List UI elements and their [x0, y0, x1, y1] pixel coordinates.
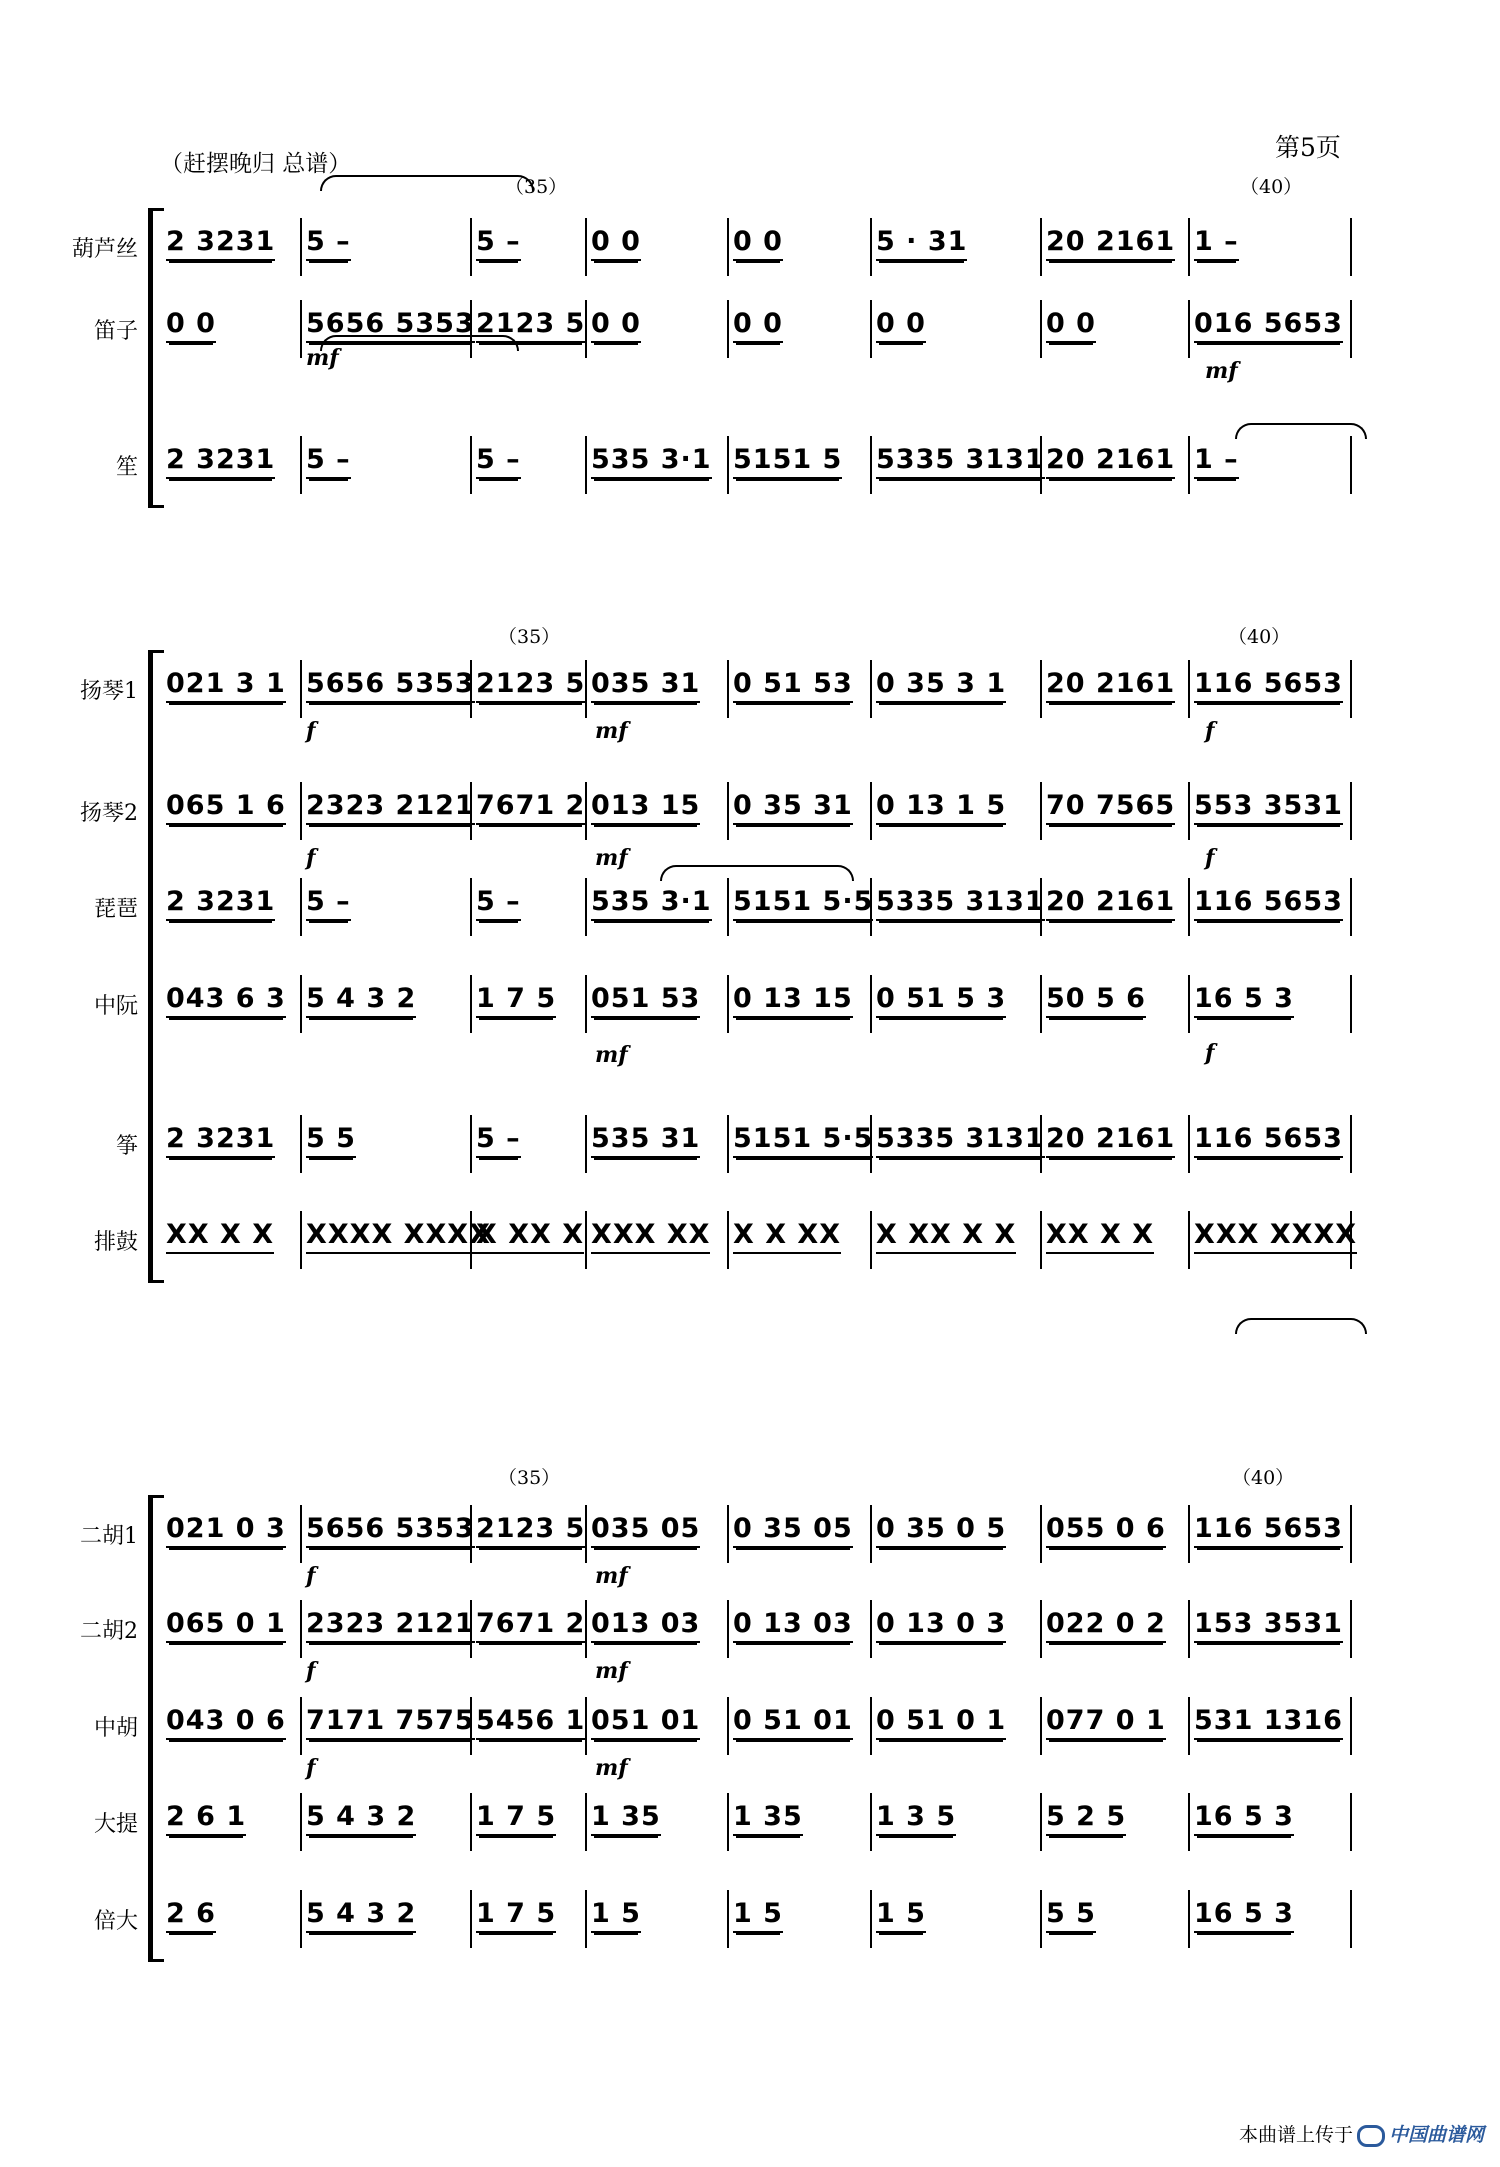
notation-cell: 5456 1: [476, 1705, 585, 1740]
notation-cell: 2123 5: [476, 308, 585, 343]
notation-cell: 5151 5·5: [733, 886, 873, 921]
notation-cell: 0 0: [166, 308, 216, 343]
notation-cell: 0 51 01: [733, 1705, 853, 1740]
barline: [1350, 1505, 1352, 1563]
notation-cell: 16 5 3: [1194, 1898, 1294, 1933]
barline: [727, 436, 729, 494]
barline: [1188, 300, 1190, 358]
notation-cell: 5335 3131: [876, 1123, 1045, 1158]
barline: [1350, 1600, 1352, 1658]
notation-cell: 077 0 1: [1046, 1705, 1166, 1740]
instrument-label: 大提: [93, 1812, 138, 1837]
barline: [870, 1793, 872, 1851]
notation-cell: 20 2161: [1046, 886, 1175, 921]
barline: [300, 1600, 302, 1658]
slur-mark: [1235, 1318, 1367, 1334]
score-title: （赶摆晚归 总谱）: [160, 151, 352, 177]
barline: [1188, 878, 1190, 936]
barline: [727, 1600, 729, 1658]
dynamic-mf: mf: [595, 1042, 628, 1068]
barline: [1040, 1505, 1042, 1563]
notation-cell: X XX X: [476, 1219, 584, 1254]
notation-cell: 116 5653: [1194, 1513, 1343, 1548]
dynamic-f: f: [306, 718, 316, 744]
barline: [1040, 660, 1042, 718]
barline: [870, 1697, 872, 1755]
barline: [870, 1211, 872, 1269]
barline: [1350, 782, 1352, 840]
barline: [1350, 1793, 1352, 1851]
barline: [1188, 1697, 1190, 1755]
barline: [1188, 1115, 1190, 1173]
notation-cell: 2 3231: [166, 444, 275, 479]
instrument-label: 葫芦丝: [71, 237, 138, 262]
notation-cell: 116 5653: [1194, 668, 1343, 703]
notation-cell: 0 51 5 3: [876, 983, 1006, 1018]
notation-cell: 013 03: [591, 1608, 700, 1643]
barline: [870, 1600, 872, 1658]
barline: [727, 660, 729, 718]
barline: [300, 436, 302, 494]
notation-cell: 5 –: [306, 444, 351, 479]
barline: [870, 1890, 872, 1948]
measure-number: （40）: [1232, 1467, 1295, 1489]
barline: [300, 1505, 302, 1563]
notation-cell: 055 0 6: [1046, 1513, 1166, 1548]
barline: [870, 782, 872, 840]
notation-cell: 022 0 2: [1046, 1608, 1166, 1643]
notation-cell: 0 0: [733, 226, 783, 261]
notation-cell: 20 2161: [1046, 668, 1175, 703]
dynamic-mf: mf: [595, 1563, 628, 1589]
notation-cell: 2123 5: [476, 1513, 585, 1548]
notation-cell: 1 5: [876, 1898, 926, 1933]
instrument-label: 扬琴2: [80, 801, 138, 826]
barline: [727, 975, 729, 1033]
notation-cell: 5 5: [1046, 1898, 1096, 1933]
notation-cell: 1 –: [1194, 444, 1239, 479]
barline: [1350, 300, 1352, 358]
notation-cell: 0 35 05: [733, 1513, 853, 1548]
barline: [727, 1505, 729, 1563]
notation-cell: 0 13 15: [733, 983, 853, 1018]
notation-cell: 5656 5353: [306, 668, 475, 703]
notation-cell: 0 35 31: [733, 790, 853, 825]
instrument-label: 琵琶: [93, 897, 138, 922]
barline: [1040, 975, 1042, 1033]
notation-cell: 16 5 3: [1194, 983, 1294, 1018]
barline: [585, 218, 587, 276]
barline: [1350, 878, 1352, 936]
barline: [870, 1505, 872, 1563]
notation-cell: 2323 2121: [306, 1608, 475, 1643]
notation-cell: 20 2161: [1046, 444, 1175, 479]
page-number: 第5页: [1275, 133, 1341, 162]
dynamic-f: f: [1205, 845, 1215, 871]
notation-cell: 5 5: [306, 1123, 356, 1158]
notation-cell: XXXX XXXX: [306, 1219, 491, 1254]
barline: [1188, 782, 1190, 840]
notation-cell: 5 –: [476, 886, 521, 921]
notation-cell: 0 13 1 5: [876, 790, 1006, 825]
dynamic-f: f: [306, 1658, 316, 1684]
dynamic-f: f: [306, 1755, 316, 1781]
dynamic-mf: mf: [595, 1658, 628, 1684]
notation-cell: 5151 5·5: [733, 1123, 873, 1158]
barline: [300, 782, 302, 840]
notation-cell: 5 –: [306, 226, 351, 261]
system-bracket: [148, 1495, 153, 1962]
barline: [1350, 218, 1352, 276]
notation-cell: 70 7565: [1046, 790, 1175, 825]
barline: [1040, 1793, 1042, 1851]
notation-cell: X XX X X: [876, 1219, 1016, 1254]
notation-cell: 043 0 6: [166, 1705, 286, 1740]
notation-cell: 1 5: [591, 1898, 641, 1933]
notation-cell: 5 –: [476, 1123, 521, 1158]
notation-cell: 1 7 5: [476, 1801, 556, 1836]
notation-cell: XX X X: [1046, 1219, 1154, 1254]
dynamic-mf: mf: [306, 345, 339, 371]
barline: [1040, 300, 1042, 358]
footer-text: 本曲谱上传于: [1238, 2124, 1353, 2146]
barline: [1188, 218, 1190, 276]
barline: [585, 878, 587, 936]
barline: [1040, 782, 1042, 840]
footer-brand: 中国曲谱网: [1388, 2124, 1484, 2146]
bracket-hook-bottom: [148, 1280, 164, 1283]
measure-number: （40）: [1228, 626, 1291, 648]
instrument-label: 二胡1: [80, 1524, 138, 1549]
barline: [300, 300, 302, 358]
notation-cell: 7171 7575: [306, 1705, 475, 1740]
notation-cell: 7671 2: [476, 1608, 585, 1643]
notation-cell: 535 3·1: [591, 444, 712, 479]
barline: [585, 1115, 587, 1173]
notation-cell: 5 4 3 2: [306, 983, 416, 1018]
barline: [1350, 1890, 1352, 1948]
notation-cell: 1 5: [733, 1898, 783, 1933]
notation-cell: 0 51 0 1: [876, 1705, 1006, 1740]
dynamic-f: f: [306, 1563, 316, 1589]
notation-cell: 16 5 3: [1194, 1801, 1294, 1836]
notation-cell: 2123 5: [476, 668, 585, 703]
notation-cell: 5 2 5: [1046, 1801, 1126, 1836]
barline: [1188, 1211, 1190, 1269]
dynamic-mf: mf: [595, 1755, 628, 1781]
system-bracket: [148, 208, 153, 508]
notation-cell: 2 3231: [166, 226, 275, 261]
bracket-hook-top: [148, 1495, 164, 1498]
notation-cell: 1 –: [1194, 226, 1239, 261]
barline: [1040, 1211, 1042, 1269]
notation-cell: 021 0 3: [166, 1513, 286, 1548]
barline: [1350, 436, 1352, 494]
instrument-label: 笛子: [93, 319, 138, 344]
barline: [585, 1793, 587, 1851]
notation-cell: 035 05: [591, 1513, 700, 1548]
dynamic-mf: mf: [595, 845, 628, 871]
notation-cell: 5335 3131: [876, 444, 1045, 479]
notation-cell: 553 3531: [1194, 790, 1343, 825]
barline: [300, 218, 302, 276]
barline: [470, 878, 472, 936]
notation-cell: 2323 2121: [306, 790, 475, 825]
barline: [585, 1890, 587, 1948]
dynamic-mf: mf: [595, 718, 628, 744]
notation-cell: 153 3531: [1194, 1608, 1343, 1643]
notation-cell: 1 35: [733, 1801, 803, 1836]
barline: [300, 660, 302, 718]
bracket-hook-top: [148, 650, 164, 653]
barline: [1188, 1890, 1190, 1948]
barline: [470, 975, 472, 1033]
notation-cell: 5151 5: [733, 444, 842, 479]
measure-number: （35）: [498, 626, 561, 648]
barline: [1040, 218, 1042, 276]
notation-cell: 535 31: [591, 1123, 700, 1158]
notation-cell: 0 35 0 5: [876, 1513, 1006, 1548]
notation-cell: 0 0: [591, 226, 641, 261]
notation-cell: 0 0: [733, 308, 783, 343]
notation-cell: 1 7 5: [476, 983, 556, 1018]
barline: [870, 660, 872, 718]
notation-cell: 531 1316: [1194, 1705, 1343, 1740]
measure-number: （35）: [505, 176, 568, 198]
notation-cell: 0 0: [1046, 308, 1096, 343]
barline: [300, 975, 302, 1033]
bracket-hook-bottom: [148, 1959, 164, 1962]
barline: [1040, 1600, 1042, 1658]
instrument-label: 倍大: [93, 1909, 138, 1934]
slur-mark: [320, 175, 534, 191]
dynamic-f: f: [306, 845, 316, 871]
dynamic-mf: mf: [1205, 358, 1238, 384]
notation-cell: 021 3 1: [166, 668, 286, 703]
barline: [727, 878, 729, 936]
notation-cell: 2 6 1: [166, 1801, 246, 1836]
barline: [1188, 1600, 1190, 1658]
instrument-label: 扬琴1: [80, 679, 138, 704]
notation-cell: 535 3·1: [591, 886, 712, 921]
notation-cell: 116 5653: [1194, 1123, 1343, 1158]
instrument-label: 中阮: [93, 994, 138, 1019]
notation-cell: 50 5 6: [1046, 983, 1146, 1018]
notation-cell: 0 51 53: [733, 668, 853, 703]
barline: [470, 218, 472, 276]
instrument-label: 筝: [115, 1134, 138, 1159]
notation-cell: X X XX: [733, 1219, 841, 1254]
notation-cell: 2 6: [166, 1898, 216, 1933]
barline: [300, 1211, 302, 1269]
barline: [1040, 1697, 1042, 1755]
notation-cell: 065 1 6: [166, 790, 286, 825]
instrument-label: 二胡2: [80, 1619, 138, 1644]
notation-cell: 035 31: [591, 668, 700, 703]
barline: [727, 1211, 729, 1269]
notation-cell: 2 3231: [166, 1123, 275, 1158]
system-bracket: [148, 650, 153, 1283]
measure-number: （40）: [1240, 176, 1303, 198]
notation-cell: 051 53: [591, 983, 700, 1018]
barline: [1350, 1115, 1352, 1173]
barline: [585, 436, 587, 494]
notation-cell: 1 3 5: [876, 1801, 956, 1836]
barline: [300, 1697, 302, 1755]
barline: [870, 975, 872, 1033]
barline: [727, 218, 729, 276]
notation-cell: 016 5653: [1194, 308, 1343, 343]
barline: [727, 1890, 729, 1948]
barline: [1350, 975, 1352, 1033]
barline: [727, 1115, 729, 1173]
notation-cell: 013 15: [591, 790, 700, 825]
notation-cell: XXX XXXX: [1194, 1219, 1357, 1254]
notation-cell: XX X X: [166, 1219, 274, 1254]
barline: [870, 218, 872, 276]
barline: [727, 782, 729, 840]
barline: [470, 1890, 472, 1948]
notation-cell: 7671 2: [476, 790, 585, 825]
notation-cell: 0 13 0 3: [876, 1608, 1006, 1643]
slur-mark: [1235, 423, 1367, 439]
barline: [1350, 1697, 1352, 1755]
notation-cell: 5656 5353: [306, 1513, 475, 1548]
barline: [1350, 660, 1352, 718]
notation-cell: 5656 5353: [306, 308, 475, 343]
notation-cell: 5335 3131: [876, 886, 1045, 921]
footer: [1239, 2120, 1484, 2147]
instrument-label: 中胡: [93, 1716, 138, 1741]
barline: [470, 1793, 472, 1851]
barline: [727, 300, 729, 358]
barline: [1188, 436, 1190, 494]
notation-cell: 5 4 3 2: [306, 1801, 416, 1836]
barline: [870, 300, 872, 358]
notation-cell: 0 0: [591, 308, 641, 343]
barline: [1188, 1505, 1190, 1563]
barline: [727, 1793, 729, 1851]
bracket-hook-top: [148, 208, 164, 211]
notation-cell: 043 6 3: [166, 983, 286, 1018]
notation-cell: XXX XX: [591, 1219, 710, 1254]
bracket-hook-bottom: [148, 505, 164, 508]
notation-cell: 116 5653: [1194, 886, 1343, 921]
notation-cell: 5 4 3 2: [306, 1898, 416, 1933]
barline: [470, 436, 472, 494]
barline: [1188, 1793, 1190, 1851]
barline: [1188, 660, 1190, 718]
notation-cell: 20 2161: [1046, 1123, 1175, 1158]
notation-cell: 0 35 3 1: [876, 668, 1006, 703]
notation-cell: 5 –: [476, 226, 521, 261]
barline: [470, 1115, 472, 1173]
notation-cell: 051 01: [591, 1705, 700, 1740]
notation-cell: 1 7 5: [476, 1898, 556, 1933]
barline: [300, 1115, 302, 1173]
notation-cell: 0 0: [876, 308, 926, 343]
barline: [870, 436, 872, 494]
dynamic-f: f: [1205, 1040, 1215, 1066]
notation-cell: 5 –: [306, 886, 351, 921]
barline: [300, 1793, 302, 1851]
notation-cell: 2 3231: [166, 886, 275, 921]
barline: [585, 1211, 587, 1269]
barline: [585, 975, 587, 1033]
dynamic-f: f: [1205, 718, 1215, 744]
site-logo-icon: [1357, 2125, 1385, 2147]
notation-cell: 5 –: [476, 444, 521, 479]
notation-cell: 5 · 31: [876, 226, 967, 261]
slur-mark: [660, 865, 854, 881]
barline: [300, 1890, 302, 1948]
instrument-label: 排鼓: [93, 1230, 138, 1255]
barline: [1040, 1890, 1042, 1948]
barline: [727, 1697, 729, 1755]
barline: [1188, 975, 1190, 1033]
barline: [300, 878, 302, 936]
instrument-label: 笙: [115, 455, 138, 480]
measure-number: （35）: [498, 1467, 561, 1489]
notation-cell: 065 0 1: [166, 1608, 286, 1643]
notation-cell: 1 35: [591, 1801, 661, 1836]
notation-cell: 20 2161: [1046, 226, 1175, 261]
notation-cell: 0 13 03: [733, 1608, 853, 1643]
